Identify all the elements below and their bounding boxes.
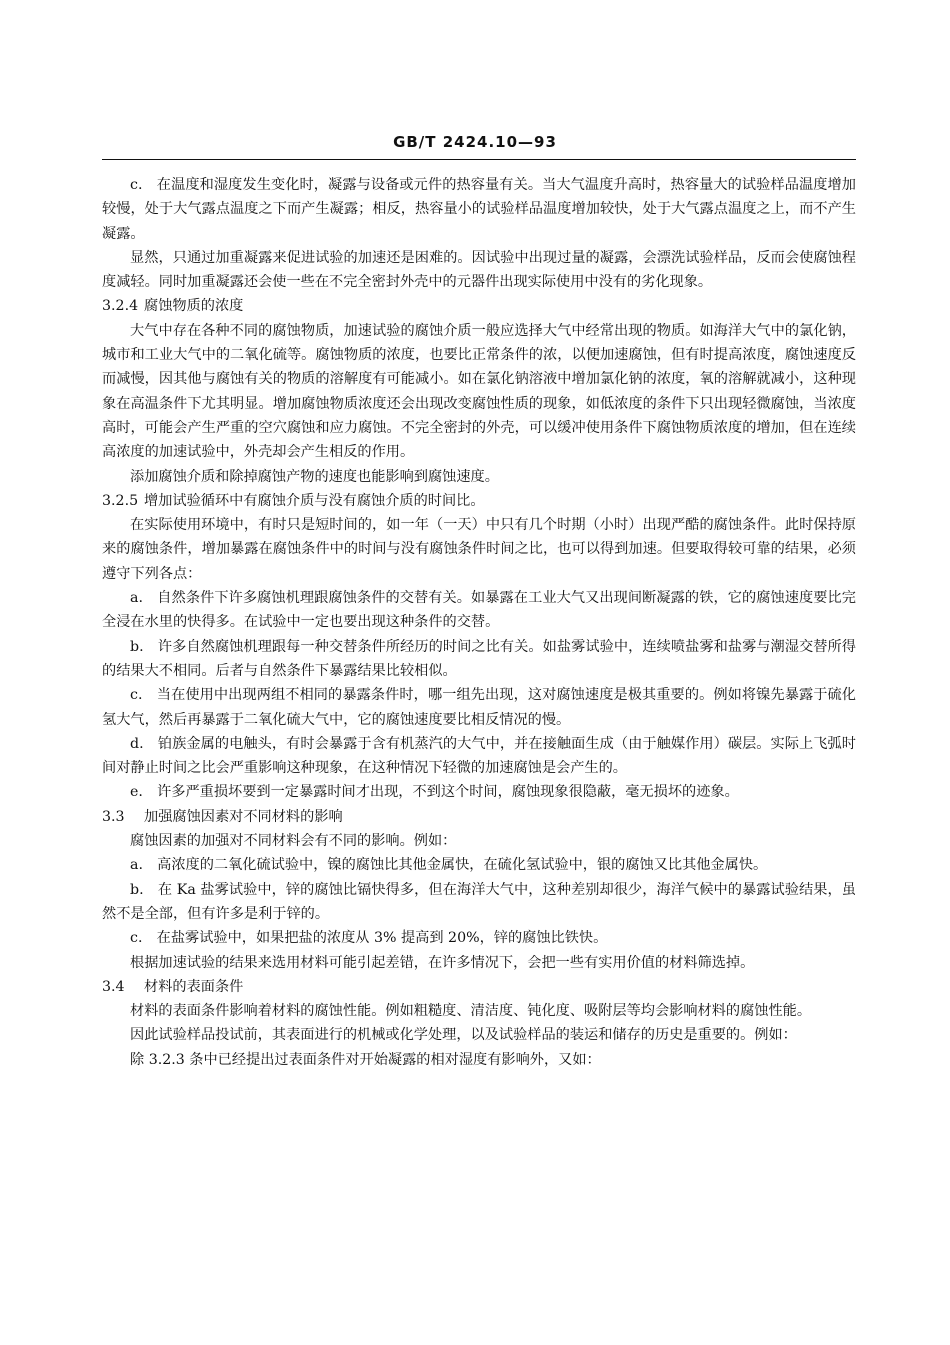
section-3-2-4-heading <box>102 294 856 318</box>
paragraph-condensation-note: 显然，只通过加重凝露来促进试验的加速还是困难的。因试验中出现过量的凝露，会漂洗试验样品，反而会使腐蚀程度减轻。同时加重凝露还会使一些在不完全密封外壳中的元器件出现实际使用中没有的劣化现象。 <box>102 249 856 291</box>
section-title: 增加试验循环中有腐蚀介质与没有腐蚀介质的时间比。 <box>144 492 485 509</box>
section-number: 3.4 <box>102 978 125 995</box>
section-3-2-5-heading <box>102 489 856 513</box>
paragraph-time-ratio: 在实际使用环境中，有时只是短时间的，如一年（一天）中只有几个时期（小时）出现严酷的腐蚀条件。此时保持原来的腐蚀条件，增加暴露在腐蚀条件中的时间与没有腐蚀条件时间之比，也可以得到加速。但要取得较可靠的结果，必须遵守下列各点： <box>102 517 856 582</box>
list-item-a: a. 自然条件下许多腐蚀机理跟腐蚀条件的交替有关。如暴露在工业大气又出现间断凝露的铁，它的腐蚀速度要比完全浸在水里的快得多。在试验中一定也要出现这种条件的交替。 <box>102 590 856 631</box>
paragraph-additional: 除 3.2.3 条中已经提出过表面条件对开始凝露的相对湿度有影响外，又如： <box>130 1051 601 1068</box>
section-title: 材料的表面条件 <box>144 978 244 995</box>
section-3-4-heading <box>102 975 856 999</box>
list-item-c: c. 当在使用中出现两组不相同的暴露条件时，哪一组先出现，这对腐蚀速度是极其重要的。例如将镍先暴露于硫化氢大气，然后再暴露于二氧化硫大气中，它的腐蚀速度要比相反情况的慢。 <box>102 687 856 728</box>
header-rule <box>102 159 856 160</box>
standard-code-header: GB/T 2424.10—93 <box>393 133 557 151</box>
document-body <box>102 173 856 1072</box>
section-number: 3.2.4 <box>102 298 139 315</box>
section-title: 腐蚀物质的浓度 <box>144 298 244 315</box>
paragraph-corrosion-rate: 添加腐蚀介质和除掉腐蚀产物的速度也能影响到腐蚀速度。 <box>130 468 499 485</box>
list-item-b: b. 在 Ka 盐雾试验中，锌的腐蚀比镉快得多，但在海洋大气中，这种差别却很少，海洋气候中的暴露试验结果，虽然不是全部，但有许多是利于锌的。 <box>102 881 856 922</box>
paragraph-material-selection: 根据加速试验的结果来选用材料可能引起差错，在许多情况下，会把一些有实用价值的材料筛选掉。 <box>130 954 755 971</box>
list-item-a: a. 高浓度的二氧化硫试验中，镍的腐蚀比其他金属快，在硫化氢试验中，银的腐蚀又比其他金属快。 <box>130 857 768 874</box>
paragraph-materials-intro: 腐蚀因素的加强对不同材料会有不同的影响。例如： <box>130 833 457 850</box>
paragraph-pretreatment: 因此试验样品投试前，其表面进行的机械或化学处理，以及试验样品的装运和储存的历史是重要的。例如： <box>130 1027 797 1044</box>
list-item-d: d. 铂族金属的电触头，有时会暴露于含有机蒸汽的大气中，并在接触面生成（由于触媒作用）碳层。实际上飞弧时间对静止时间之比会严重影响这种现象，在这种情况下轻微的加速腐蚀是会产生的。 <box>102 735 856 777</box>
paragraph-c-condensation: c. 在温度和湿度发生变化时，凝露与设备或元件的热容量有关。当大气温度升高时，热容量大的试验样品温度增加较慢，处于大气露点温度之下而产生凝露；相反，热容量小的试验样品温度增加较快，处于大气露点温度之上，而不产生凝露。 <box>102 177 856 242</box>
section-3-3-heading <box>102 805 856 829</box>
section-title: 加强腐蚀因素对不同材料的影响 <box>144 808 343 825</box>
list-item-e: e. 许多严重损坏要到一定暴露时间才出现，不到这个时间，腐蚀现象很隐蔽，毫无损坏的迹象。 <box>130 784 739 801</box>
paragraph-surface-conditions: 材料的表面条件影响着材料的腐蚀性能。例如粗糙度、清洁度、钝化度、吸附层等均会影响材料的腐蚀性能。 <box>130 1003 812 1020</box>
paragraph-corrosive-concentration: 大气中存在各种不同的腐蚀物质，加速试验的腐蚀介质一般应选择大气中经常出现的物质。如海洋大气中的氯化钠，城市和工业大气中的二氧化硫等。腐蚀物质的浓度，也要比正常条件的浓，以便加速腐蚀，但有时提高浓度，腐蚀速度反而减慢，因其他与腐蚀有关的物质的溶解度有可能减小。如在氯化钠溶液中增加氯化钠的浓度，氧的溶解就减小，这种现象在高温条件下尤其明显。增加腐蚀物质浓度还会出现改变腐蚀性质的现象，如低浓度的条件下只出现轻微腐蚀，当浓度高时，可能会产生严重的空穴腐蚀和应力腐蚀。不完全密封的外壳，可以缓冲使用条件下腐蚀物质浓度的增加，但在连续高浓度的加速试验中，外壳却会产生相反的作用。 <box>102 322 856 461</box>
list-item-c: c. 在盐雾试验中，如果把盐的浓度从 3% 提高到 20%，锌的腐蚀比铁快。 <box>130 930 608 947</box>
list-item-b: b. 许多自然腐蚀机理跟每一种交替条件所经历的时间之比有关。如盐雾试验中，连续喷盐雾和盐雾与潮湿交替所得的结果大不相同。后者与自然条件下暴露结果比较相似。 <box>102 638 856 679</box>
section-number: 3.2.5 <box>102 492 139 509</box>
section-number: 3.3 <box>102 808 125 825</box>
